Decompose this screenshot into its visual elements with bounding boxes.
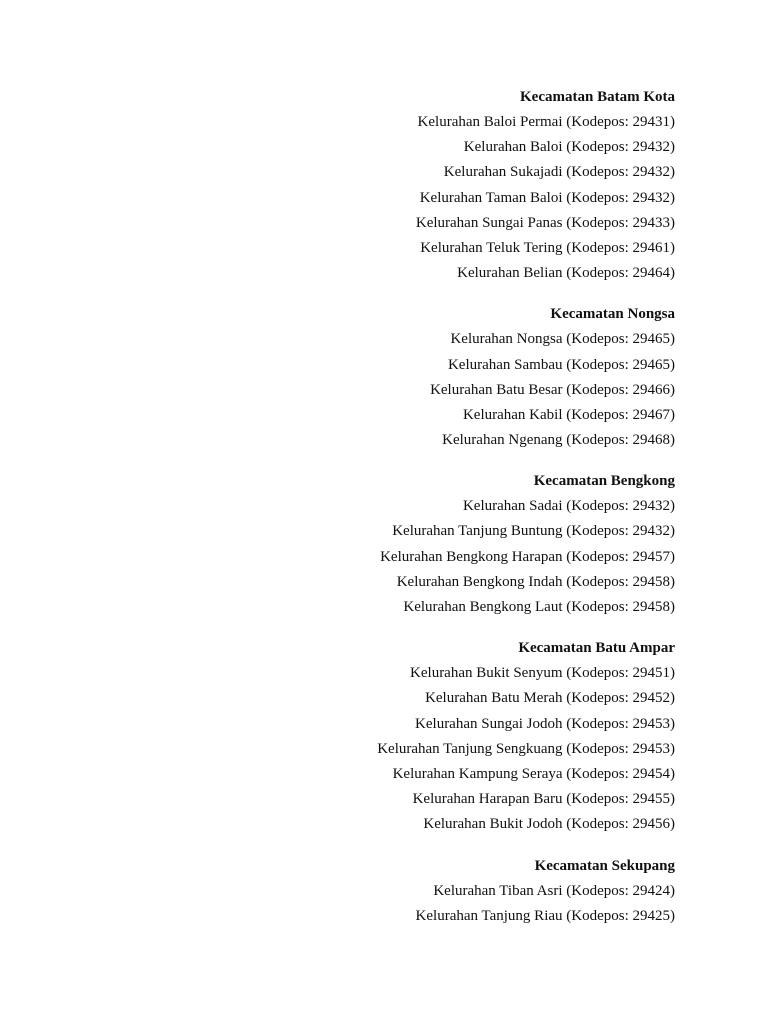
- list-item: Kelurahan Sungai Jodoh (Kodepos: 29453): [415, 715, 675, 732]
- list-item: Kelurahan Ngenang (Kodepos: 29468): [442, 432, 675, 449]
- list-item: Kelurahan Sungai Panas (Kodepos: 29433): [415, 214, 675, 231]
- list-item: Kelurahan Sadai (Kodepos: 29432): [462, 498, 675, 515]
- list-item: Kelurahan Sambau (Kodepos: 29465): [447, 356, 675, 373]
- list-item: Kelurahan Belian (Kodepos: 29464): [457, 265, 675, 282]
- list-item: Kelurahan Tanjung Sengkuang (Kodepos: 29453): [377, 740, 675, 757]
- list-item: Kelurahan Kabil (Kodepos: 29467): [462, 406, 675, 423]
- list-item: Kelurahan Nongsa (Kodepos: 29465): [450, 331, 675, 348]
- list-item: Kelurahan Baloi Permai (Kodepos: 29431): [417, 114, 675, 130]
- list-item: Kelurahan Bengkong Indah (Kodepos: 29458): [396, 573, 675, 590]
- list-item: Kelurahan Bengkong Harapan (Kodepos: 29457): [380, 548, 675, 565]
- list-item: Kelurahan Harapan Baru (Kodepos: 29455): [412, 791, 675, 808]
- list-item: Kelurahan Tanjung Riau (Kodepos: 29425): [415, 907, 675, 924]
- section-sekupang: [75, 854, 675, 929]
- list-item: Kelurahan Tanjung Buntung (Kodepos: 29432): [392, 523, 675, 540]
- list-item: Kelurahan Bengkong Laut (Kodepos: 29458): [403, 599, 675, 615]
- list-item: Kelurahan Bukit Senyum (Kodepos: 29451): [410, 665, 675, 682]
- section-heading: Kecamatan Nongsa: [550, 306, 675, 323]
- section-heading: Kecamatan Bengkong: [533, 473, 675, 490]
- section-heading: Kecamatan Batu Ampar: [518, 640, 675, 657]
- section-bengkong: [75, 469, 675, 620]
- list-item: Kelurahan Kampung Seraya (Kodepos: 29454): [392, 765, 675, 782]
- section-heading: Kecamatan Batam Kota: [520, 89, 675, 105]
- list-item: Kelurahan Batu Besar (Kodepos: 29466): [430, 381, 675, 398]
- list-item: Kelurahan Batu Merah (Kodepos: 29452): [425, 690, 675, 707]
- section-nongsa: [75, 302, 675, 453]
- list-item: Kelurahan Teluk Tering (Kodepos: 29461): [420, 239, 675, 256]
- list-item: Kelurahan Bukit Jodoh (Kodepos: 29456): [423, 816, 675, 833]
- list-item: Kelurahan Baloi (Kodepos: 29432): [463, 139, 675, 156]
- section-batu-ampar: [75, 636, 675, 837]
- document-page: [75, 85, 675, 945]
- list-item: Kelurahan Tiban Asri (Kodepos: 29424): [433, 882, 675, 899]
- list-item: Kelurahan Taman Baloi (Kodepos: 29432): [419, 189, 675, 206]
- list-item: Kelurahan Sukajadi (Kodepos: 29432): [443, 164, 675, 181]
- section-batam-kota: [75, 85, 675, 286]
- section-heading: Kecamatan Sekupang: [534, 857, 675, 874]
